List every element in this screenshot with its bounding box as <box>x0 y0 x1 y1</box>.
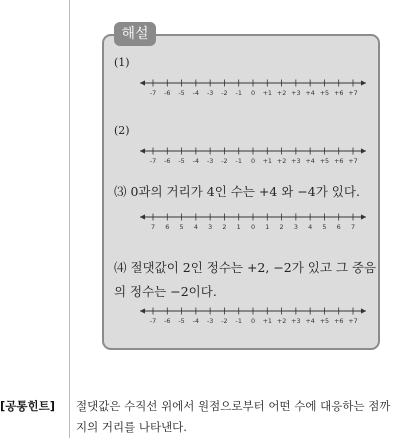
tick-label: -2 <box>221 317 228 325</box>
tick-label: -6 <box>164 157 171 165</box>
tick-label: +6 <box>334 89 344 97</box>
arrow-left-icon <box>140 214 145 219</box>
tick-label: 4 <box>308 223 313 231</box>
number-line-svg <box>140 78 366 100</box>
tick-label: +5 <box>319 157 330 165</box>
tick-label: 3 <box>293 223 298 231</box>
arrow-left-icon <box>140 80 145 85</box>
tick-label: +7 <box>348 157 358 165</box>
tick-label: -4 <box>192 89 200 97</box>
tick-label: 6 <box>336 223 341 231</box>
tick-label: 6 <box>165 223 170 231</box>
arrow-right-icon <box>361 214 366 219</box>
tick-label: -4 <box>192 157 200 165</box>
number-line-4 <box>140 306 366 328</box>
tick-label: 3 <box>208 223 213 231</box>
tick-label: +2 <box>276 157 287 165</box>
tick-label: +6 <box>334 317 344 325</box>
tick-label: 1 <box>265 223 270 231</box>
tick-label: -7 <box>149 317 157 325</box>
tick-label: +1 <box>262 157 272 165</box>
tick-label: 0 <box>250 223 256 231</box>
tick-label: +1 <box>262 89 272 97</box>
tick-label: 0 <box>250 89 256 97</box>
tick-label: +2 <box>276 317 287 325</box>
tick-label: +6 <box>334 157 344 165</box>
tick-label: +4 <box>305 89 315 97</box>
tick-label: 5 <box>179 223 184 231</box>
tick-label: 7 <box>350 223 356 231</box>
tick-label: 0 <box>250 317 256 325</box>
tick-label: 5 <box>322 223 327 231</box>
item-2-label: (2) <box>114 124 130 137</box>
hint-label: [공통힌트] <box>0 399 55 413</box>
number-line-3 <box>140 212 366 234</box>
arrow-left-icon <box>140 148 145 153</box>
tick-label: 1 <box>236 223 241 231</box>
tick-label: 7 <box>150 223 156 231</box>
number-line-svg <box>140 212 366 234</box>
tick-label: 2 <box>279 223 284 231</box>
number-line-1 <box>140 78 366 100</box>
tick-label: +7 <box>348 317 358 325</box>
tick-label: -5 <box>178 157 185 165</box>
arrow-right-icon <box>361 80 366 85</box>
tick-label: -4 <box>192 317 200 325</box>
tick-label: -1 <box>235 317 242 325</box>
tick-label: -3 <box>206 89 214 97</box>
number-line-svg <box>140 146 366 168</box>
arrow-right-icon <box>361 308 366 313</box>
tick-label: -5 <box>178 89 185 97</box>
tick-label: -2 <box>221 157 228 165</box>
tick-label: +5 <box>319 317 330 325</box>
tick-label: +3 <box>291 157 301 165</box>
tick-label: -6 <box>164 89 171 97</box>
item-3-text: ⑶ 0과의 거리가 4인 수는 +4 와 −4가 있다. <box>114 184 360 199</box>
margin-rule <box>69 0 70 438</box>
tick-label: +2 <box>276 89 287 97</box>
tick-label: +3 <box>291 89 301 97</box>
tick-label: -7 <box>149 157 157 165</box>
tick-label: +5 <box>319 89 330 97</box>
tick-label: -3 <box>206 317 214 325</box>
tick-label: -3 <box>206 157 214 165</box>
item-4-text: ⑷ 절댓값이 2인 정수는 +2, −2가 있고 그 중음의 정수는 −2이다. <box>114 260 377 299</box>
item-1-label: (1) <box>114 56 130 69</box>
tick-label: -1 <box>235 89 242 97</box>
solution-tag: 해설 <box>114 22 156 46</box>
tick-label: 0 <box>250 157 256 165</box>
tick-label: +7 <box>348 89 358 97</box>
hint-text: 절댓값은 수직선 위에서 원점으로부터 어떤 수에 대응하는 점까지의 거리를 나타낸다. <box>76 399 391 434</box>
tick-label: +4 <box>305 157 315 165</box>
number-line-2 <box>140 146 366 168</box>
tick-label: -7 <box>149 89 157 97</box>
tick-label: -2 <box>221 89 228 97</box>
tick-label: -5 <box>178 317 185 325</box>
tick-label: +4 <box>305 317 315 325</box>
tick-label: +3 <box>291 317 301 325</box>
tick-label: -6 <box>164 317 171 325</box>
arrow-right-icon <box>361 148 366 153</box>
arrow-left-icon <box>140 308 145 313</box>
tick-label: 2 <box>222 223 227 231</box>
tick-label: 4 <box>193 223 198 231</box>
number-line-svg <box>140 306 366 328</box>
tick-label: +1 <box>262 317 272 325</box>
tick-label: -1 <box>235 157 242 165</box>
